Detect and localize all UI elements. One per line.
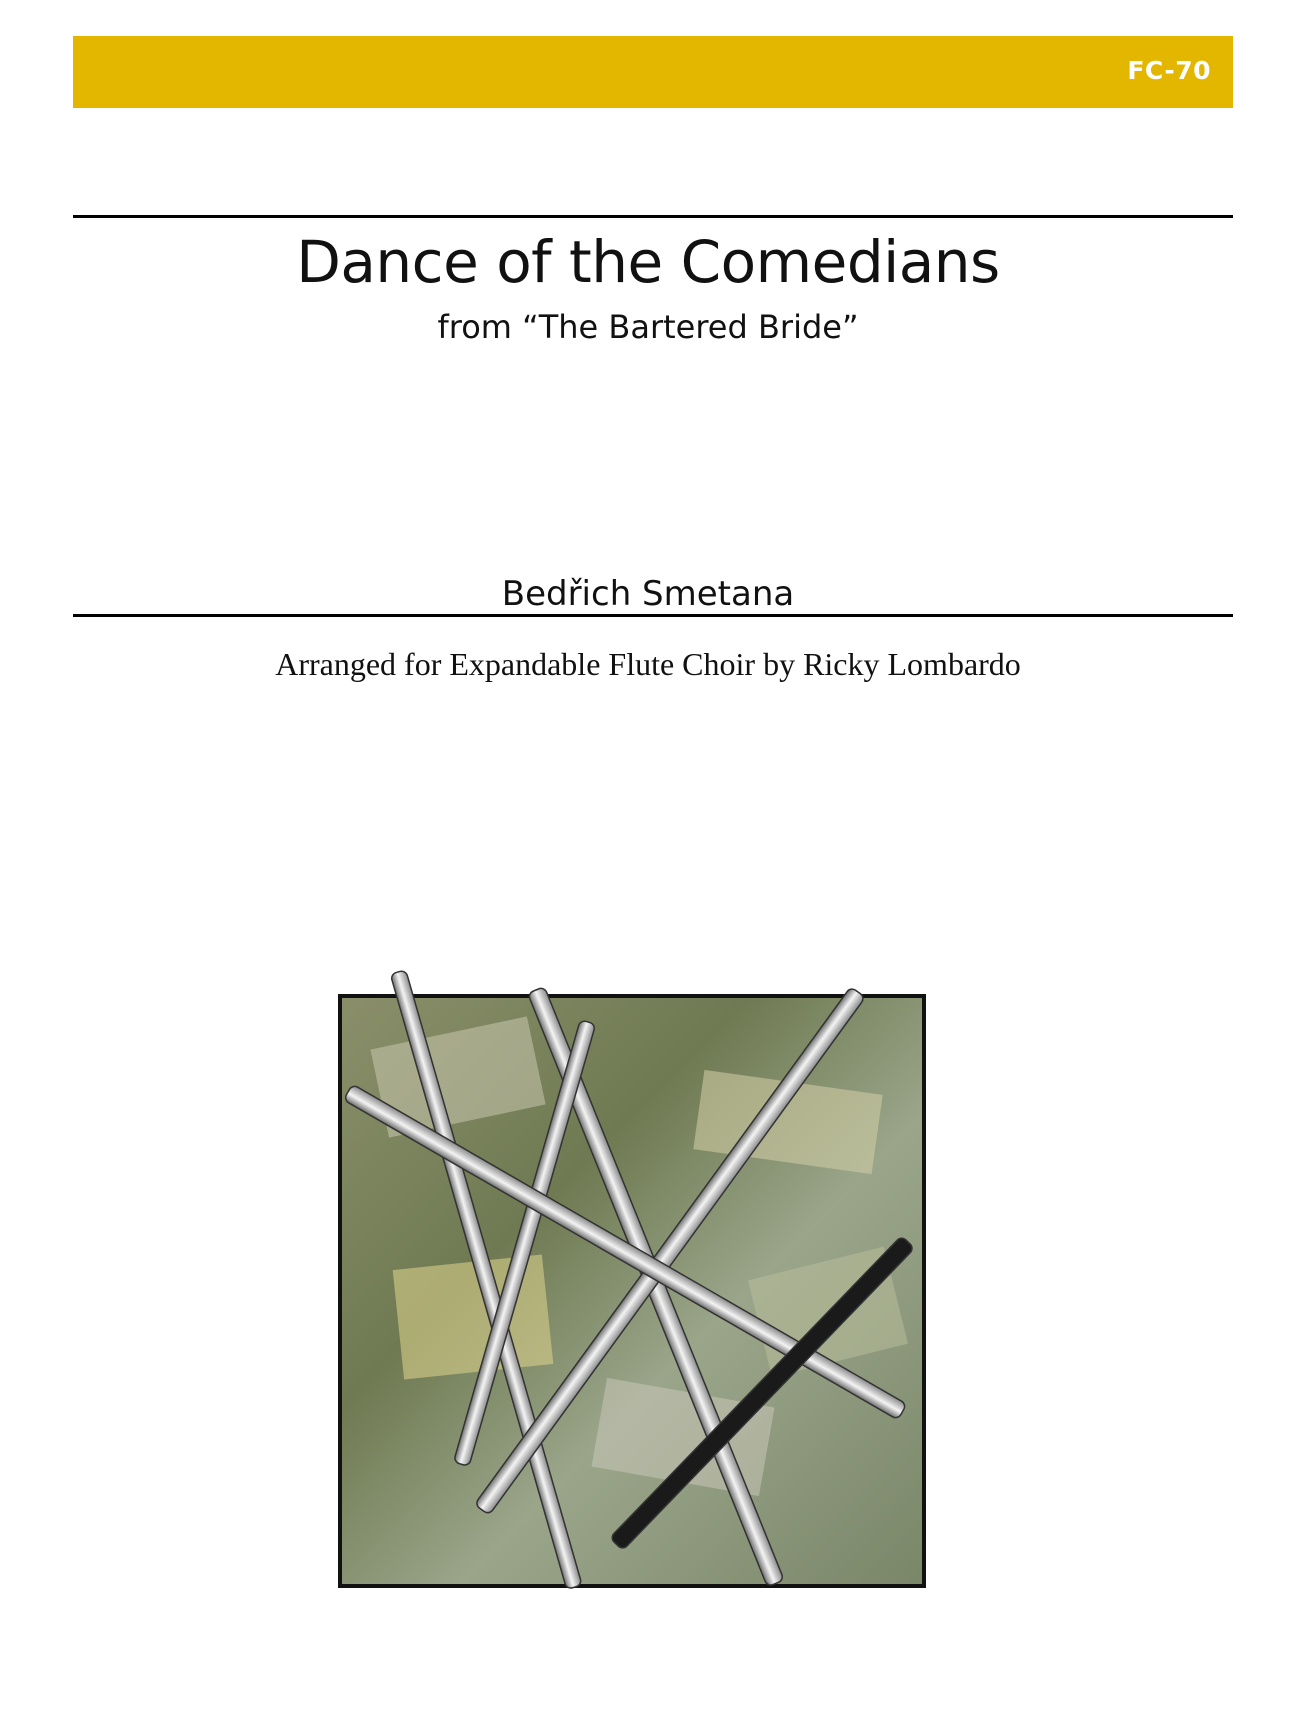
top-rule [73, 215, 1233, 218]
arranger-line: Arranged for Expandable Flute Choir by Ricky Lombardo [275, 646, 1021, 682]
composer-rule [73, 614, 1233, 617]
flutes-collage-icon [338, 962, 952, 1590]
header-banner [73, 36, 1233, 108]
catalog-code: FC-70 [1127, 56, 1211, 85]
page-title: Dance of the Comedians [296, 228, 1000, 296]
page-subtitle: from “The Bartered Bride” [437, 308, 859, 346]
composer-name: Bedřich Smetana [501, 574, 795, 614]
